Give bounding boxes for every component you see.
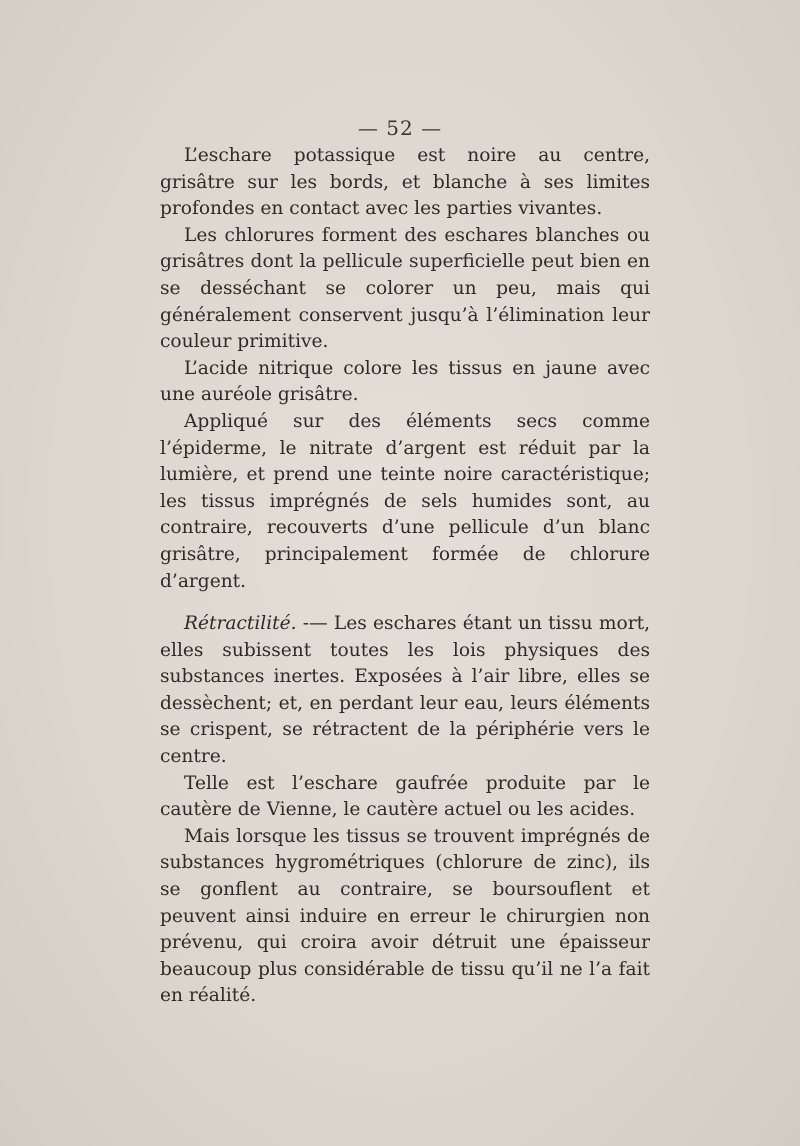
paragraph-text: Appliqué sur des éléments secs comme l’épiderme, le nitrate d’argent est réduit par la lumière, et prend une teinte noire caractéristique; les tissus imprégnés de sels humides sont, au contraire, recouverts d’une pellicule d’un blanc grisâtre, principalement formée de chlorure d’argent. bbox=[160, 410, 650, 592]
paragraph bbox=[160, 223, 650, 356]
paragraph-text: L’acide nitrique colore les tissus en jaune avec une auréole grisâtre. bbox=[160, 357, 650, 406]
paragraph-text: Les chlorures forment des eschares blanches ou grisâtres dont la pellicule superficielle peut bien en se desséchant se colorer un peu, mais qui généralement conservent jusqu’à l’élimination leur couleur primitive. bbox=[160, 224, 650, 353]
paragraph-text: L’eschare potassique est noire au centre, grisâtre sur les bords, et blanche à ses limites profondes en contact avec les parties vivantes. bbox=[160, 145, 650, 220]
paragraph bbox=[160, 409, 650, 595]
paragraph bbox=[160, 356, 650, 409]
paragraph bbox=[160, 771, 650, 824]
paragraph-text: Mais lorsque les tissus se trouvent imprégnés de substances hygrométriques (chlorure de zinc), ils se gonflent au contraire, se boursouflent et peuvent ainsi induire en erreur le chirurgien non prévenu, qui croira avoir détruit une épaisseur beaucoup plus considérable de tissu qu’il ne l’a fait en réalité. bbox=[160, 825, 650, 1007]
paragraph-text: Telle est l’eschare gaufrée produite par le cautère de Vienne, le cautère actuel ou les acides. bbox=[160, 772, 650, 821]
section-heading: Rétractilité. bbox=[184, 613, 297, 635]
paragraph bbox=[160, 824, 650, 1010]
paragraph bbox=[160, 611, 650, 771]
page-number: — 52 — bbox=[357, 116, 443, 140]
paragraph-text: -— Les eschares étant un tissu mort, elles subissent toutes les lois physiques des substances inertes. Exposées à l’air libre, elles se dessèchent; et, en perdant leur eau, leurs éléments se crispent, se rétractent de la périphérie vers le centre. bbox=[160, 613, 650, 768]
paragraph bbox=[160, 143, 650, 223]
body-text bbox=[160, 143, 650, 1010]
